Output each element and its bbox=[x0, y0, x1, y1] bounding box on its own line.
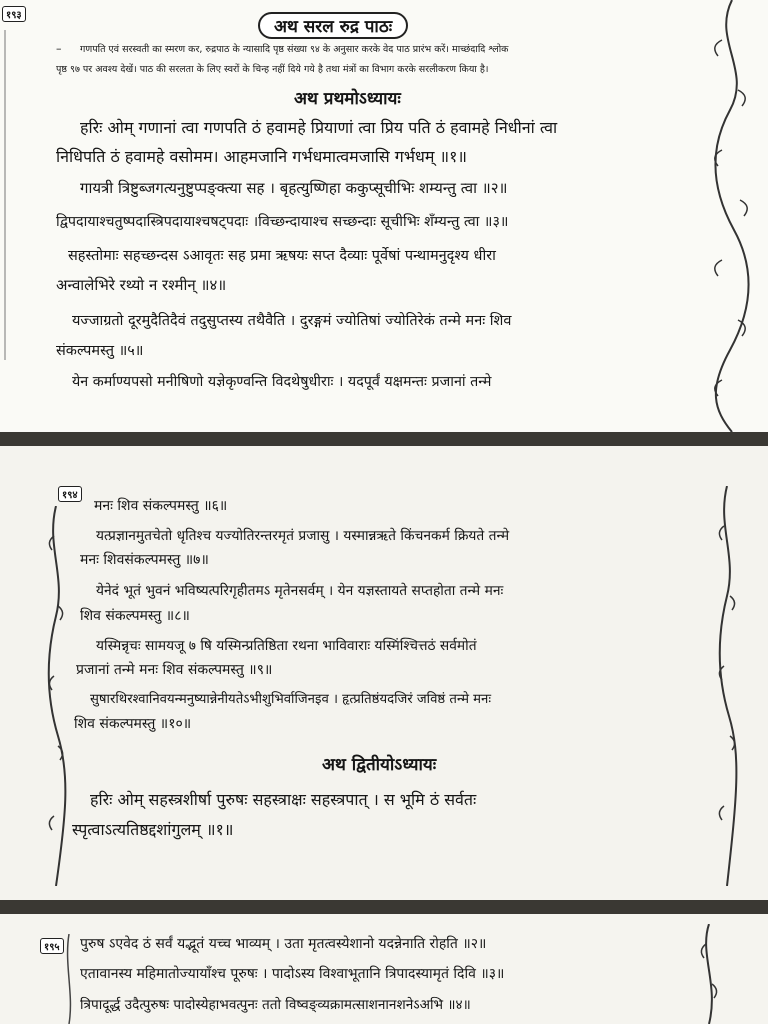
verse-line: संकल्पमस्तु ॥५॥ bbox=[56, 343, 144, 359]
vine-border-right-icon bbox=[694, 924, 724, 1024]
verse-line: यज्जाग्रतो दूरमुदैतिदैवं तदुसुप्तस्य तथैवैति । दुरङ्गमं ज्योतिषां ज्योतिरेकं तन्मे मनः शिव bbox=[72, 313, 512, 329]
page-3 bbox=[0, 914, 768, 1024]
verse-line: सहस्तोमाः सहच्छन्दस ऽआवृतः सह प्रमा ऋषयः सप्त दैव्याः पूर्वेषां पन्थामनुदृश्य धीरा bbox=[68, 248, 496, 264]
page-number: १९५ bbox=[40, 938, 64, 954]
page-title: अथ सरल रुद्र पाठः bbox=[258, 12, 408, 39]
page-number: १९३ bbox=[2, 6, 26, 22]
verse-line: पुरुष ऽएवेद ठं सर्वं यद्भूतं यच्च भाव्यम् । उता मृतत्वस्येशानो यदन्नेनाति रोहति ॥२॥ bbox=[80, 936, 487, 952]
verse-line: द्विपदायाश्चतुष्पदास्त्रिपदायाश्चषट्पदाः ।विच्छन्दायाश्च सच्छन्दाः सूचीभिः शँम्यन्तु त्वा ॥३॥ bbox=[56, 214, 509, 230]
chapter-heading: अथ प्रथमोऽध्यायः bbox=[294, 89, 401, 109]
verse-line: येन कर्माण्यपसो मनीषिणो यज्ञेकृण्वन्ति विदथेषुधीराः । यदपूर्वं यक्षमन्तः प्रजानां तन्मे bbox=[72, 374, 492, 390]
verse-line: गायत्री त्रिष्टुब्जगत्यनुष्टुप्पङ्क्त्या सह । बृहत्युष्णिहा ककुप्सूचीभिः शम्यन्तु त्वा ॥२॥ bbox=[80, 179, 508, 197]
page-gap bbox=[0, 900, 768, 914]
vine-border-left-icon bbox=[0, 30, 10, 360]
vine-border-right-icon bbox=[712, 486, 742, 886]
verse-line: शिव संकल्पमस्तु ॥८॥ bbox=[80, 608, 190, 624]
verse-line: अन्वालेभिरे रथ्यो न रश्मीन् ॥४॥ bbox=[56, 276, 227, 294]
verse-line: शिव संकल्पमस्तु ॥१०॥ bbox=[74, 716, 192, 732]
verse-line: सुषारथिरश्वानिवयन्मनुष्यान्नेनीयतेऽभीशुभिर्वाजिनइव । हृत्प्रतिष्ठंयदजिरं जविष्ठं तन्मे मनः bbox=[90, 692, 492, 707]
vine-border-left-icon bbox=[62, 934, 76, 1024]
verse-line: येनेदं भूतं भुवनं भविष्यत्परिगृहीतमऽ मृतेनसर्वम् । येन यज्ञस्तायते सप्तहोता तन्मे मनः bbox=[96, 583, 504, 599]
verse-line: एतावानस्य महिमातोज्यायाँश्च पूरुषः । पादोऽस्य विश्वाभूतानि त्रिपादस्यामृतं दिवि ॥३॥ bbox=[80, 966, 505, 982]
intro-line-1: गणपति एवं सरस्वती का स्मरण कर, रुद्रपाठ के न्यासादि पृष्ठ संख्या ९४ के अनुसार करके वेद पाठ प्रारंभ करें। माच्छंदादि श्लोक bbox=[80, 44, 509, 55]
verse-line: प्रजानां तन्मे मनः शिव संकल्पमस्तु ॥९॥ bbox=[76, 662, 273, 678]
page-1 bbox=[0, 0, 768, 432]
page-2 bbox=[0, 446, 768, 914]
verse-line: यत्प्रज्ञानमुतचेतो धृतिश्च यज्योतिरन्तरमृतं प्रजासु । यस्मान्नऋते किंचनकर्म क्रियते तन्मे bbox=[96, 528, 510, 544]
verse-line: स्पृत्वाऽत्यतिष्ठद्दशांगुलम् ॥१॥ bbox=[72, 820, 234, 839]
page-number: १९४ bbox=[58, 486, 82, 502]
vine-border-left-icon bbox=[44, 506, 68, 886]
bullet-dash: – bbox=[56, 42, 62, 55]
verse-line: हरिः ओम् गणानां त्वा गणपति ठं हवामहे प्रियाणां त्वा प्रिय पति ठं हवामहे निधीनां त्वा bbox=[80, 118, 558, 137]
verse-line: त्रिपादूर्द्ध उदैत्पुरुषः पादोस्येहाभवत्पुनः ततो विष्वङ्व्यक्रामत्साशनानशनेऽअभि ॥४॥ bbox=[80, 997, 471, 1013]
verse-line: निधिपति ठं हवामहे वसोमम। आहमजानि गर्भधमात्वमजासि गर्भधम् ॥१॥ bbox=[56, 147, 468, 166]
verse-line: यस्मिन्नृचः सामयजू ७ षि यस्मिन्प्रतिष्ठिता रथना भाविवाराः यस्मिंश्चित्तठं सर्वमोतं bbox=[96, 638, 477, 654]
verse-line: हरिः ओम् सहस्त्रशीर्षा पुरुषः सहस्त्राक्षः सहस्त्रपात् । स भूमि ठं सर्वतः bbox=[90, 790, 477, 809]
vine-border-right-icon bbox=[692, 0, 768, 432]
page-gap bbox=[0, 432, 768, 446]
verse-line: मनः शिव संकल्पमस्तु ॥६॥ bbox=[94, 498, 228, 514]
verse-line: मनः शिवसंकल्पमस्तु ॥७॥ bbox=[80, 552, 209, 568]
intro-line-2: पृष्ठ ९७ पर अवश्य देखें। पाठ की सरलता के लिए स्वरों के चिन्ह नहीं दिये गये है तथा मंत्रों का विभाग करके सरलीकरण किया है। bbox=[56, 64, 489, 75]
chapter-heading: अथ द्वितीयोऽध्यायः bbox=[322, 755, 437, 775]
